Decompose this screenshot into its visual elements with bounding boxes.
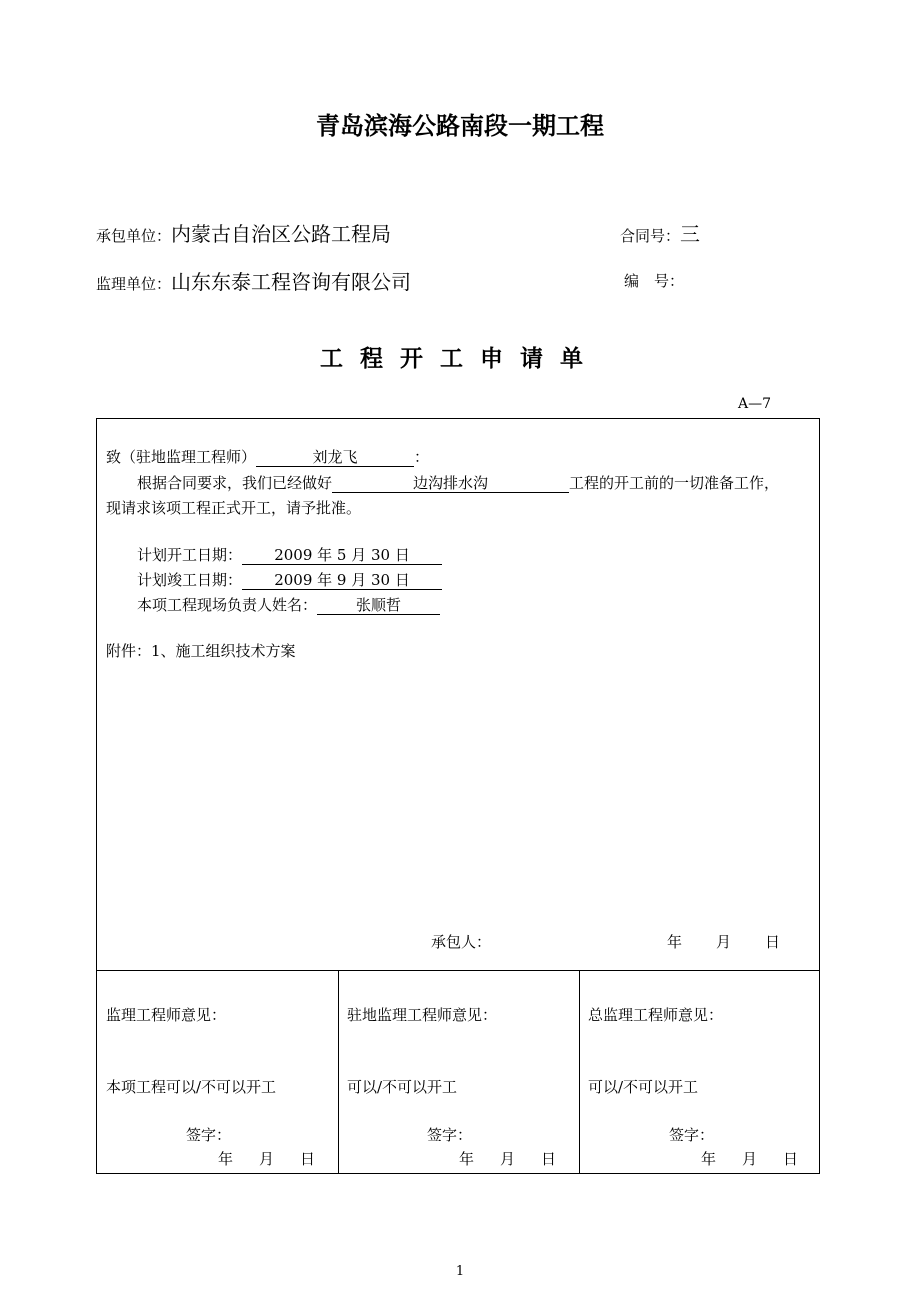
addressee-colon: ：	[414, 448, 430, 466]
request-prefix: 根据合同要求，我们已经做好	[137, 474, 333, 492]
column-divider-1	[338, 970, 339, 1173]
manager-value: 张顺哲	[317, 597, 440, 615]
page-number: 1	[455, 1264, 465, 1279]
contractor-row	[96, 218, 391, 247]
planned-start-value: 2009 年 5 月 30 日	[242, 547, 442, 565]
supervisor-label: 监理单位：	[96, 275, 172, 293]
planned-end-row	[137, 569, 442, 590]
chief-opinion-title: 总监理工程师意见：	[588, 1006, 724, 1024]
serial-label: 编 号：	[624, 272, 685, 290]
chief-date-year: 年	[701, 1150, 717, 1168]
contractor-date-day: 日	[765, 933, 781, 951]
supervisor-value: 山东东泰工程咨询有限公司	[171, 270, 412, 294]
attachment: 附件：1、施工组织技术方案	[106, 642, 296, 660]
form-code: A—7	[738, 396, 772, 412]
form-title: 工程开工申请单	[320, 346, 600, 372]
planned-start-row	[137, 544, 442, 565]
supervisor-date-day: 日	[300, 1150, 316, 1168]
contract-no-label: 合同号：	[620, 227, 681, 245]
resident-opinion-title: 驻地监理工程师意见：	[347, 1006, 498, 1024]
chief-date-month: 月	[742, 1150, 758, 1168]
supervisor-date-year: 年	[218, 1150, 234, 1168]
request-line-1	[137, 472, 779, 493]
request-suffix: 工程的开工前的一切准备工作，	[569, 474, 780, 492]
supervisor-opinion-decision: 本项工程可以/不可以开工	[106, 1078, 277, 1096]
contractor-value: 内蒙古自治区公路工程局	[171, 222, 392, 246]
resident-sign-label: 签字：	[427, 1126, 473, 1144]
planned-start-label: 计划开工日期：	[137, 546, 243, 564]
application-form	[96, 418, 820, 1174]
work-item: 边沟排水沟	[332, 475, 569, 493]
addressee-name: 刘龙飞	[256, 449, 414, 467]
supervisor-date-month: 月	[259, 1150, 275, 1168]
chief-date-day: 日	[783, 1150, 799, 1168]
contractor-label: 承包单位：	[96, 227, 172, 245]
request-line-2: 现请求该项工程正式开工，请予批准。	[106, 499, 362, 517]
addressee-line	[106, 446, 429, 467]
manager-label: 本项工程现场负责人姓名：	[137, 596, 318, 614]
contractor-sign-label: 承包人：	[431, 933, 492, 951]
supervisor-opinion-title: 监理工程师意见：	[106, 1006, 227, 1024]
column-divider-2	[579, 970, 580, 1173]
supervisor-row	[96, 266, 411, 295]
supervisor-sign-label: 签字：	[186, 1126, 232, 1144]
project-title: 青岛滨海公路南段一期工程	[316, 112, 604, 140]
section-divider	[97, 970, 819, 971]
contractor-date-month: 月	[716, 933, 732, 951]
manager-row	[137, 594, 440, 615]
resident-opinion-decision: 可以/不可以开工	[347, 1078, 458, 1096]
resident-date-month: 月	[500, 1150, 516, 1168]
chief-sign-label: 签字：	[669, 1126, 715, 1144]
resident-date-day: 日	[541, 1150, 557, 1168]
planned-end-label: 计划竣工日期：	[137, 571, 243, 589]
contractor-date-year: 年	[667, 933, 683, 951]
contract-no-row	[620, 218, 700, 247]
contract-no-value: 三	[680, 222, 701, 246]
addressee-label: 致（驻地监理工程师）	[106, 448, 257, 466]
resident-date-year: 年	[459, 1150, 475, 1168]
planned-end-value: 2009 年 9 月 30 日	[242, 572, 442, 590]
chief-opinion-decision: 可以/不可以开工	[588, 1078, 699, 1096]
